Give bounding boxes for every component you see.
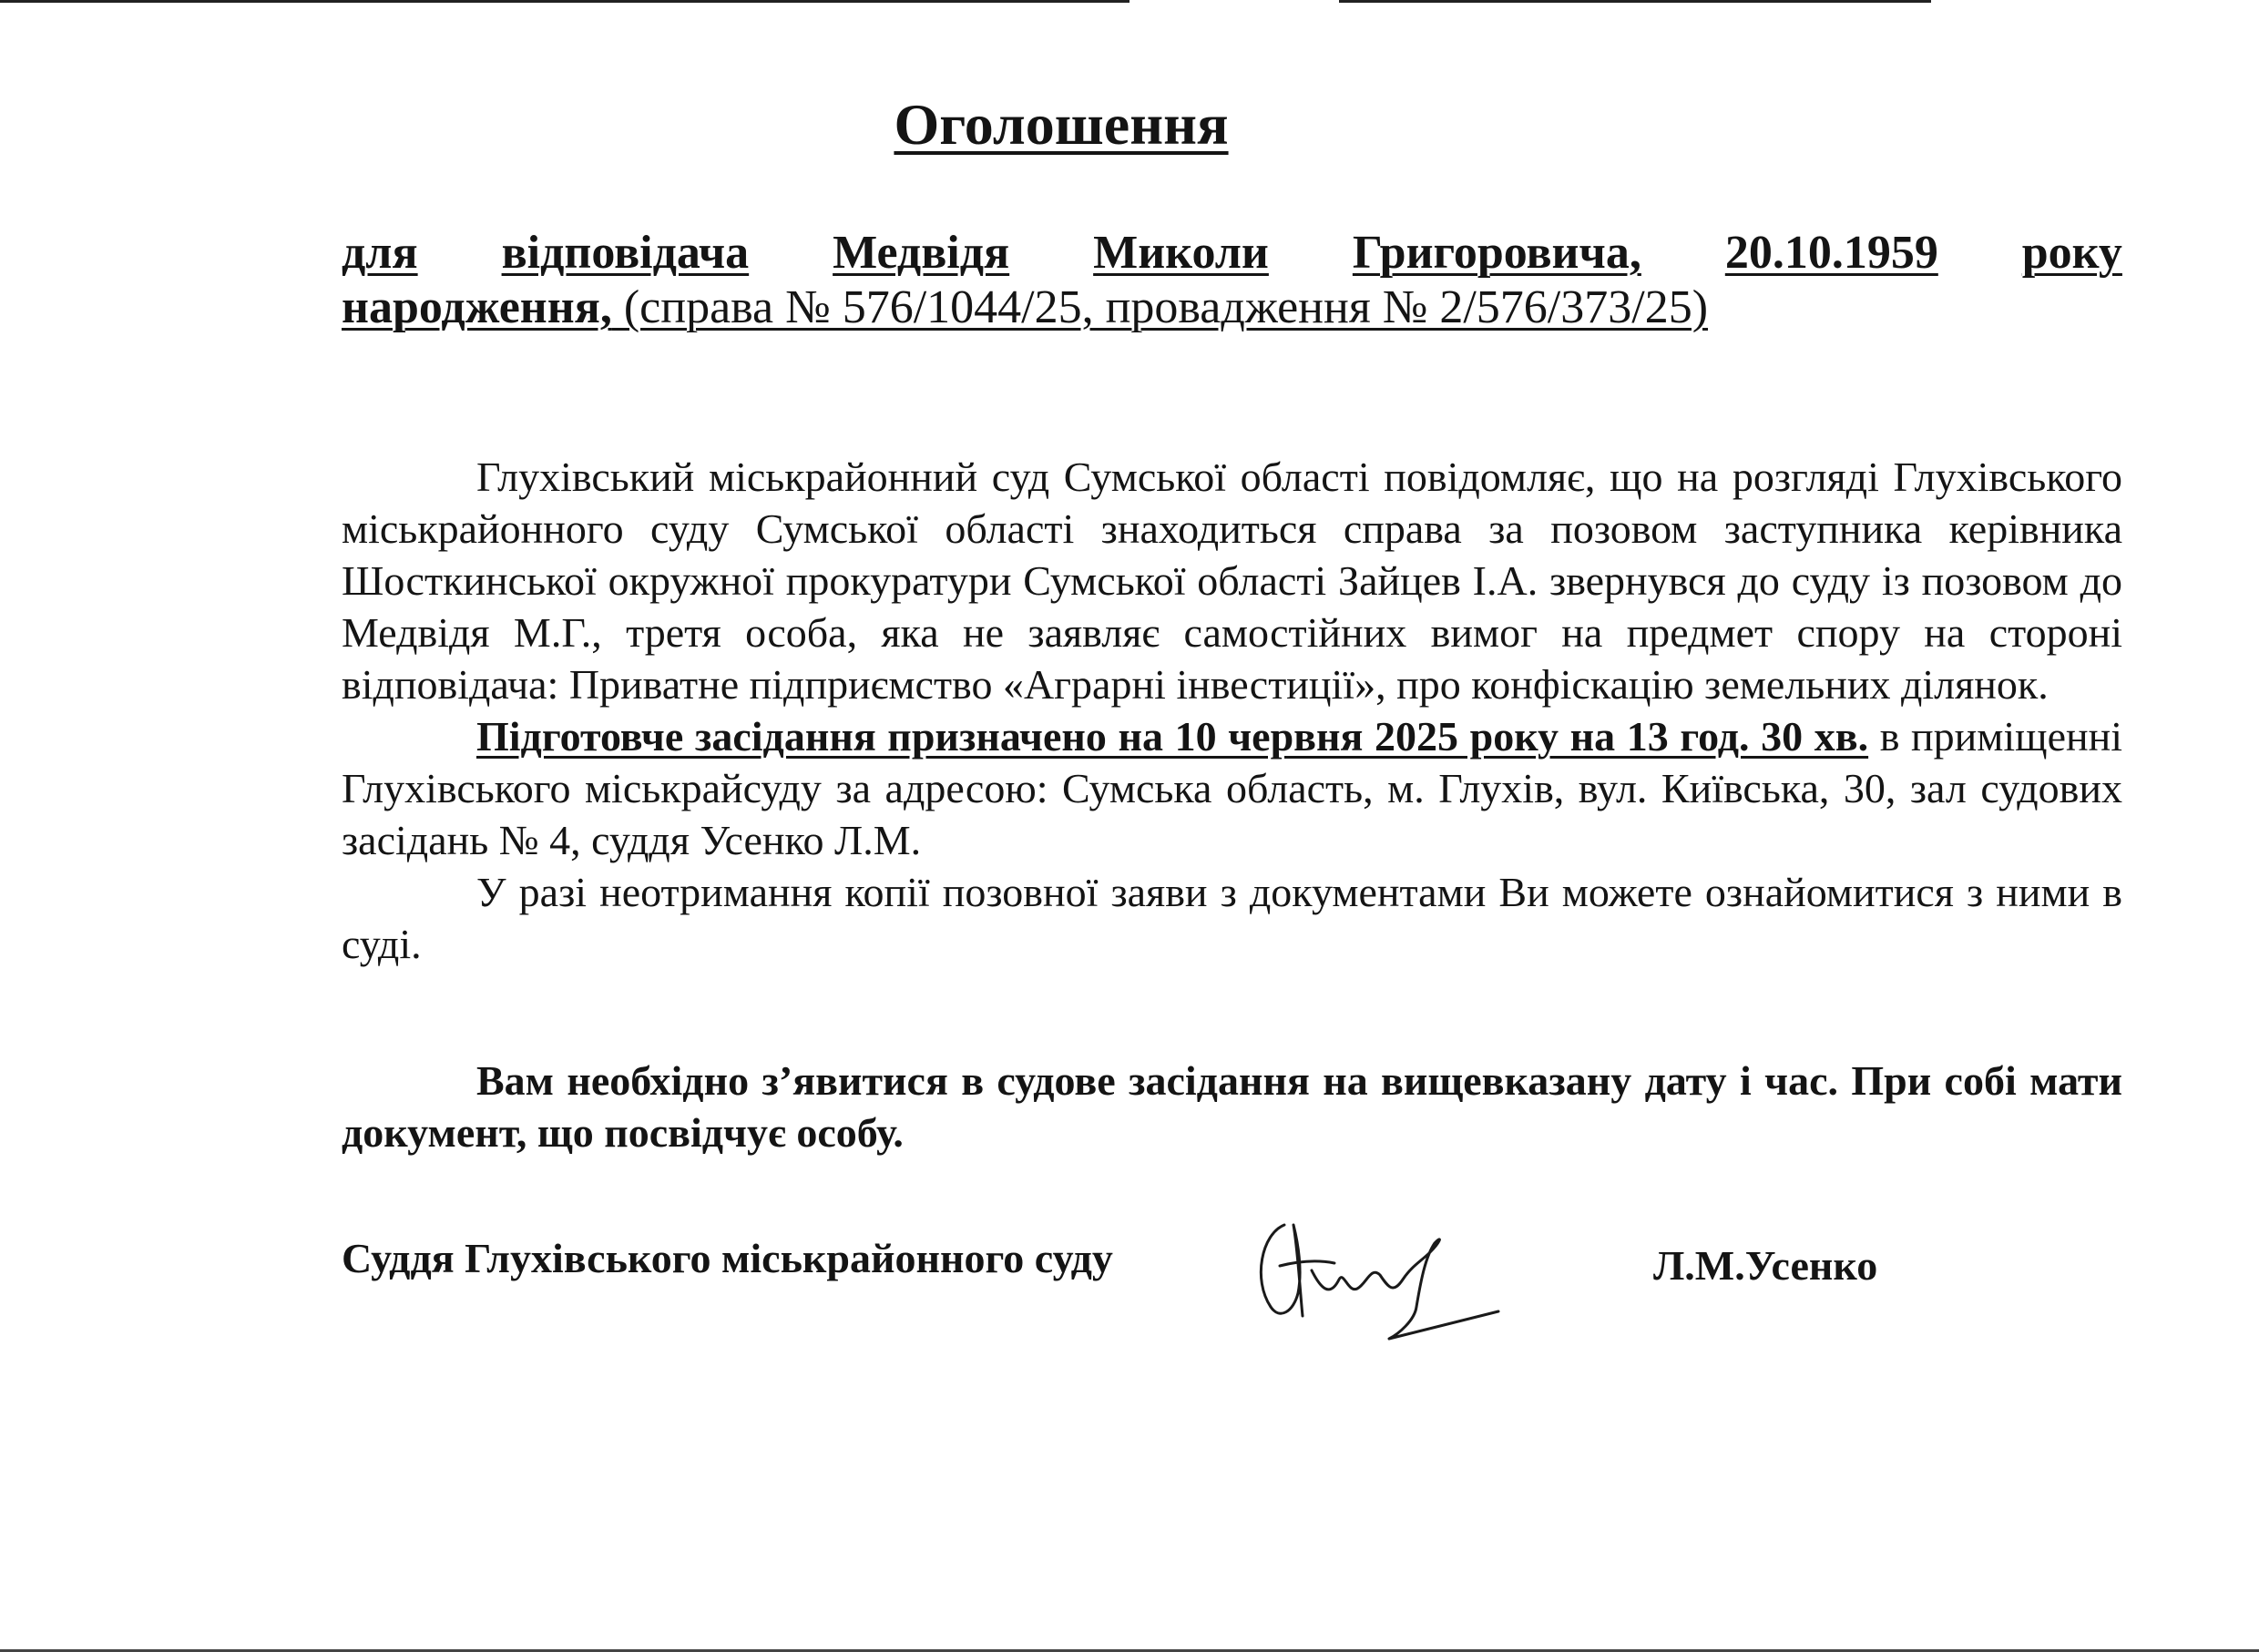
recipient-line-1 (342, 226, 2122, 280)
signature-block (342, 1234, 2122, 1343)
handwritten-signature (1243, 1207, 1517, 1343)
hearing-location: в приміщенні Глухівського міськрайсуду за адресою: Сумська область, м. Глухів, вул. Київська, 30, зал судових засідань № 4, суддя Усенко Л.М. (342, 713, 2122, 863)
recipient-word: 20.10.1959 (1724, 227, 1938, 279)
birth-label: народження, (342, 281, 612, 333)
recipient-word: відповідача (501, 227, 750, 279)
recipient-word: для (342, 227, 418, 279)
case-numbers: (справа № 576/1044/25, провадження № 2/576/373/25) (611, 281, 1709, 333)
title-text: Оголошення (894, 92, 1229, 157)
scan-top-line-1 (0, 0, 1130, 3)
hearing-date: Підготовче засідання призначено на 10 червня 2025 року на 13 год. 30 хв. (476, 713, 1869, 760)
recipient-block (342, 226, 2122, 335)
paragraph-hearing (342, 710, 2122, 866)
notice-body (342, 451, 2122, 970)
judge-role: Суддя Глухівського міськрайонного суду (342, 1235, 1113, 1281)
recipient-word: Миколи (1093, 227, 1269, 279)
recipient-word: року (2021, 227, 2122, 279)
document-title (342, 88, 1781, 161)
paragraph-documents: У разі неотримання копії позовної заяви з документами Ви можете ознайомитися з ними в суді. (342, 869, 2122, 967)
recipient-word: Григоровича, (1352, 227, 1641, 279)
recipient-line-2 (342, 280, 2122, 335)
paragraph-case-info: Глухівський міськрайонний суд Сумської області повідомляє, що на розгляді Глухівського міськрайонного суду Сумської області знаходиться справа за позовом заступника керівника Шосткинської окружної прокуратури Сумської області Зайцев І.А. звернувся до суду із позовом до Медвідя М.Г., третя особа, яка не заявляє самостійних вимог на предмет спору на стороні відповідача: Приватне підприємство «Аграрні інвестиції», про конфіскацію земельних ділянок. (342, 454, 2122, 708)
appearance-notice: Вам необхідно з’явитися в судове засідання на вищевказану дату і час. При собі мати документ, що посвідчує особу. (342, 1057, 2122, 1156)
judge-name: Л.М.Усенко (1653, 1242, 1878, 1289)
recipient-word: Медвідя (833, 227, 1010, 279)
scan-top-line-2 (1339, 0, 1931, 3)
